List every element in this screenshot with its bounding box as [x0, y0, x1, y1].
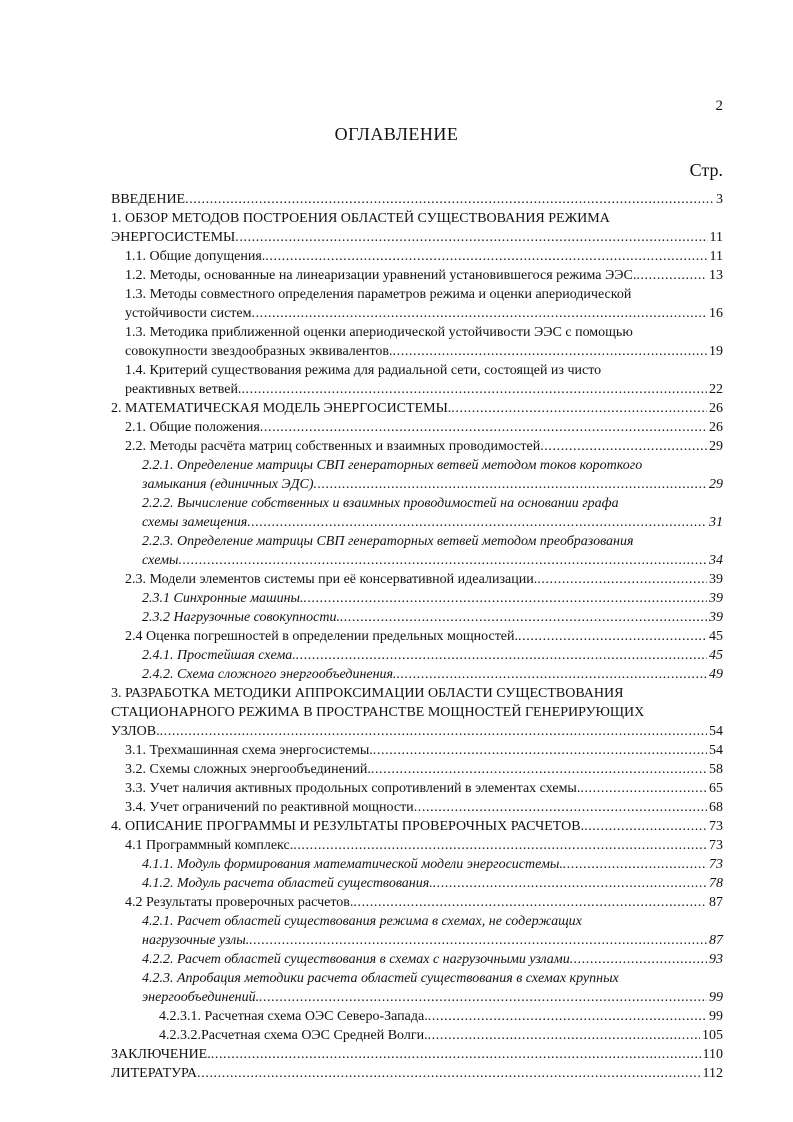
dot-leader	[537, 570, 707, 589]
toc-entry-line: 2.2. Методы расчёта матриц собственных и взаимных проводимостей	[125, 439, 541, 454]
toc-entry[interactable]	[111, 209, 723, 247]
toc-page-number: 65	[709, 781, 723, 796]
toc-entry-line: СТАЦИОНАРНОГО РЕЖИМА В ПРОСТРАНСТВЕ МОЩНОСТЕЙ ГЕНЕРИРУЮЩИХ	[111, 705, 645, 720]
dot-leader	[259, 988, 707, 1007]
toc-entry-line: 2.4.1. Простейшая схема.	[142, 648, 296, 663]
toc-page-number: 87	[709, 895, 723, 910]
toc-entry-line: 4. ОПИСАНИЕ ПРОГРАММЫ И РЕЗУЛЬТАТЫ ПРОВЕРОЧНЫХ РАСЧЕТОВ.	[111, 819, 585, 834]
dot-leader	[185, 190, 714, 209]
toc-entry[interactable]	[111, 627, 723, 646]
toc-page-number: 93	[709, 952, 723, 967]
dot-leader	[160, 722, 707, 741]
toc-entry-line: устойчивости систем	[125, 306, 252, 321]
toc-page-number: 73	[709, 819, 723, 834]
toc-entry-line: 4.2.1. Расчет областей существования режима в схемах, не содержащих	[142, 914, 582, 929]
toc-page-number: 19	[709, 344, 723, 359]
toc-entry[interactable]	[111, 323, 723, 361]
dot-leader	[353, 893, 707, 912]
dot-leader	[265, 247, 707, 266]
toc-entry-line: ЭНЕРГОСИСТЕМЫ	[111, 230, 236, 245]
toc-page-number: 99	[709, 990, 723, 1005]
dot-leader	[247, 513, 707, 532]
toc-entry[interactable]	[111, 399, 723, 418]
dot-leader	[636, 266, 707, 285]
page-column-label: Стр.	[689, 160, 723, 180]
toc-page-number: 105	[702, 1028, 723, 1043]
toc-page-number: 39	[709, 591, 723, 606]
toc-page-number: 39	[709, 610, 723, 625]
toc-entry[interactable]	[111, 646, 723, 665]
toc-entry[interactable]	[111, 969, 723, 1007]
toc-entry-line: 1.1. Общие допущения.	[125, 249, 266, 264]
toc-entry[interactable]	[111, 247, 723, 266]
toc-page-number: 73	[709, 857, 723, 872]
toc-entry[interactable]	[111, 190, 723, 209]
toc-page-number: 112	[702, 1066, 723, 1081]
toc-entry-line: 2.4 Оценка погрешностей в определении предельных мощностей.	[125, 629, 519, 644]
toc-page-number: 78	[709, 876, 723, 891]
toc-entry-line: схемы	[142, 553, 179, 568]
toc-entry-line: 1.3. Методы совместного определения параметров режима и оценки апериодической	[125, 287, 632, 302]
toc-entry-line: нагрузочные узлы.	[142, 933, 250, 948]
toc-entry-line: 2.3.1 Синхронные машины.	[142, 591, 304, 606]
dot-leader	[393, 342, 707, 361]
toc-entry-line: 3.3. Учет наличия активных продольных сопротивлений в элементах схемы.	[125, 781, 581, 796]
dot-leader	[563, 855, 707, 874]
toc-entry-line: 2. МАТЕМАТИЧЕСКАЯ МОДЕЛЬ ЭНЕРГОСИСТЕМЫ.	[111, 401, 452, 416]
toc-page-number: 45	[709, 648, 723, 663]
toc-entry-line: 2.4.2. Схема сложного энергообъединения.	[142, 667, 397, 682]
toc-entry-line: 4.2.2. Расчет областей существования в схемах с нагрузочными узлами	[142, 952, 570, 967]
toc-page-number: 87	[709, 933, 723, 948]
toc-entry-line: 3.4. Учет ограничений по реактивной мощности	[125, 800, 414, 815]
dot-leader	[397, 665, 707, 684]
dot-leader	[313, 475, 707, 494]
toc-entry-line: 4.1 Программный комплекс.	[125, 838, 294, 853]
toc-entry[interactable]	[111, 570, 723, 589]
toc-entry[interactable]	[111, 361, 723, 399]
toc-entry-line: ВВЕДЕНИЕ	[111, 192, 186, 207]
dot-leader	[211, 1045, 701, 1064]
toc-entry[interactable]	[111, 1045, 723, 1064]
toc-entry-line: 1.4. Критерий существования режима для радиальной сети, состоящей из чисто	[125, 363, 602, 378]
dot-leader	[251, 304, 707, 323]
dot-leader	[428, 1007, 707, 1026]
toc-page-number: 73	[709, 838, 723, 853]
toc-page-number: 45	[709, 629, 723, 644]
toc-entry-line: УЗЛОВ.	[111, 724, 160, 739]
toc-entry-line: 4.2.3.1. Расчетная схема ОЭС Северо-Запада.	[159, 1009, 428, 1024]
dot-leader	[179, 551, 707, 570]
toc-entry[interactable]	[111, 532, 723, 570]
toc-entry[interactable]	[111, 665, 723, 684]
dot-leader	[235, 228, 707, 247]
toc-entry-line: 2.2.2. Вычисление собственных и взаимных проводимостей на основании графа	[142, 496, 619, 511]
dot-leader	[197, 1064, 700, 1083]
dot-leader	[584, 817, 707, 836]
page-number: 2	[715, 98, 723, 114]
table-of-contents	[111, 190, 723, 1083]
toc-entry-line: ЛИТЕРАТУРА	[111, 1066, 198, 1081]
dot-leader	[371, 760, 707, 779]
toc-entry-line: 4.2 Результаты проверочных расчетов.	[125, 895, 354, 910]
toc-entry-line: 2.3. Модели элементов системы при её консервативной идеализации.	[125, 572, 538, 587]
toc-entry[interactable]	[111, 950, 723, 969]
toc-page-number: 11	[709, 230, 723, 245]
toc-entry-line: 3. РАЗРАБОТКА МЕТОДИКИ АППРОКСИМАЦИИ ОБЛАСТИ СУЩЕСТВОВАНИЯ	[111, 686, 624, 701]
toc-entry[interactable]	[111, 608, 723, 627]
dot-leader	[540, 437, 707, 456]
toc-entry-line: 2.3.2 Нагрузочные совокупности.	[142, 610, 340, 625]
toc-entry-line: 4.2.3. Апробация методики расчета областей существования в схемах крупных	[142, 971, 619, 986]
toc-page-number: 16	[709, 306, 723, 321]
toc-entry[interactable]	[111, 285, 723, 323]
toc-page-number: 29	[709, 477, 723, 492]
toc-entry-line: 1.3. Методика приближенной оценки апериодической устойчивости ЭЭС с помощью	[125, 325, 633, 340]
toc-entry-line: 3.1. Трехмашинная схема энергосистемы.	[125, 743, 373, 758]
toc-entry[interactable]	[111, 1026, 723, 1045]
toc-page-number: 99	[709, 1009, 723, 1024]
dot-leader	[414, 798, 707, 817]
toc-page-number: 110	[702, 1047, 723, 1062]
dot-leader	[296, 646, 707, 665]
toc-entry-line: 2.2.1. Определение матрицы СВП генераторных ветвей методом токов короткого	[142, 458, 643, 473]
dot-leader	[249, 931, 707, 950]
dot-leader	[518, 627, 707, 646]
toc-entry-line: 4.1.2. Модуль расчета областей существования.	[142, 876, 433, 891]
toc-page-number: 68	[709, 800, 723, 815]
toc-entry-line: совокупности звездообразных эквивалентов.	[125, 344, 393, 359]
dot-leader	[433, 874, 707, 893]
toc-entry[interactable]	[111, 912, 723, 950]
toc-entry-line: 3.2. Схемы сложных энергообъединений.	[125, 762, 371, 777]
toc-entry-line: 4.2.3.2.Расчетная схема ОЭС Средней Волги.	[159, 1028, 428, 1043]
toc-entry-line: энергообъединений.	[142, 990, 260, 1005]
toc-page-number: 26	[709, 420, 723, 435]
toc-entry-line: 2.2.3. Определение матрицы СВП генераторных ветвей методом преобразования	[142, 534, 634, 549]
toc-entry-line: 4.1.1. Модуль формирования математической модели энергосистемы.	[142, 857, 563, 872]
toc-page-number: 31	[709, 515, 723, 530]
toc-entry[interactable]	[111, 418, 723, 437]
toc-entry-line: 2.1. Общие положения	[125, 420, 260, 435]
toc-entry-line: ЗАКЛЮЧЕНИЕ.	[111, 1047, 211, 1062]
toc-entry-line: схемы замещения	[142, 515, 248, 530]
toc-page-number: 11	[709, 249, 723, 264]
dot-leader	[580, 779, 707, 798]
toc-page-number: 26	[709, 401, 723, 416]
toc-entry[interactable]	[111, 836, 723, 855]
dot-leader	[241, 380, 707, 399]
toc-entry[interactable]	[111, 874, 723, 893]
toc-page-number: 58	[709, 762, 723, 777]
toc-page-number: 39	[709, 572, 723, 587]
toc-page-number: 54	[709, 743, 723, 758]
dot-leader	[373, 741, 707, 760]
toc-entry[interactable]	[111, 798, 723, 817]
page-title: ОГЛАВЛЕНИЕ	[334, 124, 459, 144]
toc-page-number: 54	[709, 724, 723, 739]
toc-entry[interactable]	[111, 741, 723, 760]
toc-entry[interactable]	[111, 1007, 723, 1026]
toc-entry[interactable]	[111, 456, 723, 494]
toc-page-number: 13	[709, 268, 723, 283]
toc-page-number: 29	[709, 439, 723, 454]
toc-entry[interactable]	[111, 266, 723, 285]
dot-leader	[340, 608, 707, 627]
toc-entry[interactable]	[111, 1064, 723, 1083]
toc-entry-line: замыкания (единичных ЭДС)	[142, 477, 314, 492]
toc-entry[interactable]	[111, 817, 723, 836]
dot-leader	[451, 399, 707, 418]
dot-leader	[304, 589, 707, 608]
toc-page-number: 49	[709, 667, 723, 682]
toc-entry[interactable]	[111, 893, 723, 912]
toc-entry-line: 1. ОБЗОР МЕТОДОВ ПОСТРОЕНИЯ ОБЛАСТЕЙ СУЩЕСТВОВАНИЯ РЕЖИМА	[111, 211, 610, 226]
dot-leader	[428, 1026, 700, 1045]
dot-leader	[260, 418, 707, 437]
toc-page-number: 34	[709, 553, 723, 568]
toc-entry-line: 1.2. Методы, основанные на линеаризации уравнений установившегося режима ЭЭС.	[125, 268, 637, 283]
toc-page-number: 3	[716, 192, 723, 207]
toc-page-number: 22	[709, 382, 723, 397]
toc-entry[interactable]	[111, 760, 723, 779]
toc-entry[interactable]	[111, 684, 723, 741]
dot-leader	[293, 836, 707, 855]
dot-leader	[570, 950, 707, 969]
toc-entry[interactable]	[111, 494, 723, 532]
toc-entry[interactable]	[111, 855, 723, 874]
toc-entry-line: реактивных ветвей.	[125, 382, 242, 397]
toc-entry[interactable]	[111, 779, 723, 798]
toc-entry[interactable]	[111, 437, 723, 456]
toc-entry[interactable]	[111, 589, 723, 608]
